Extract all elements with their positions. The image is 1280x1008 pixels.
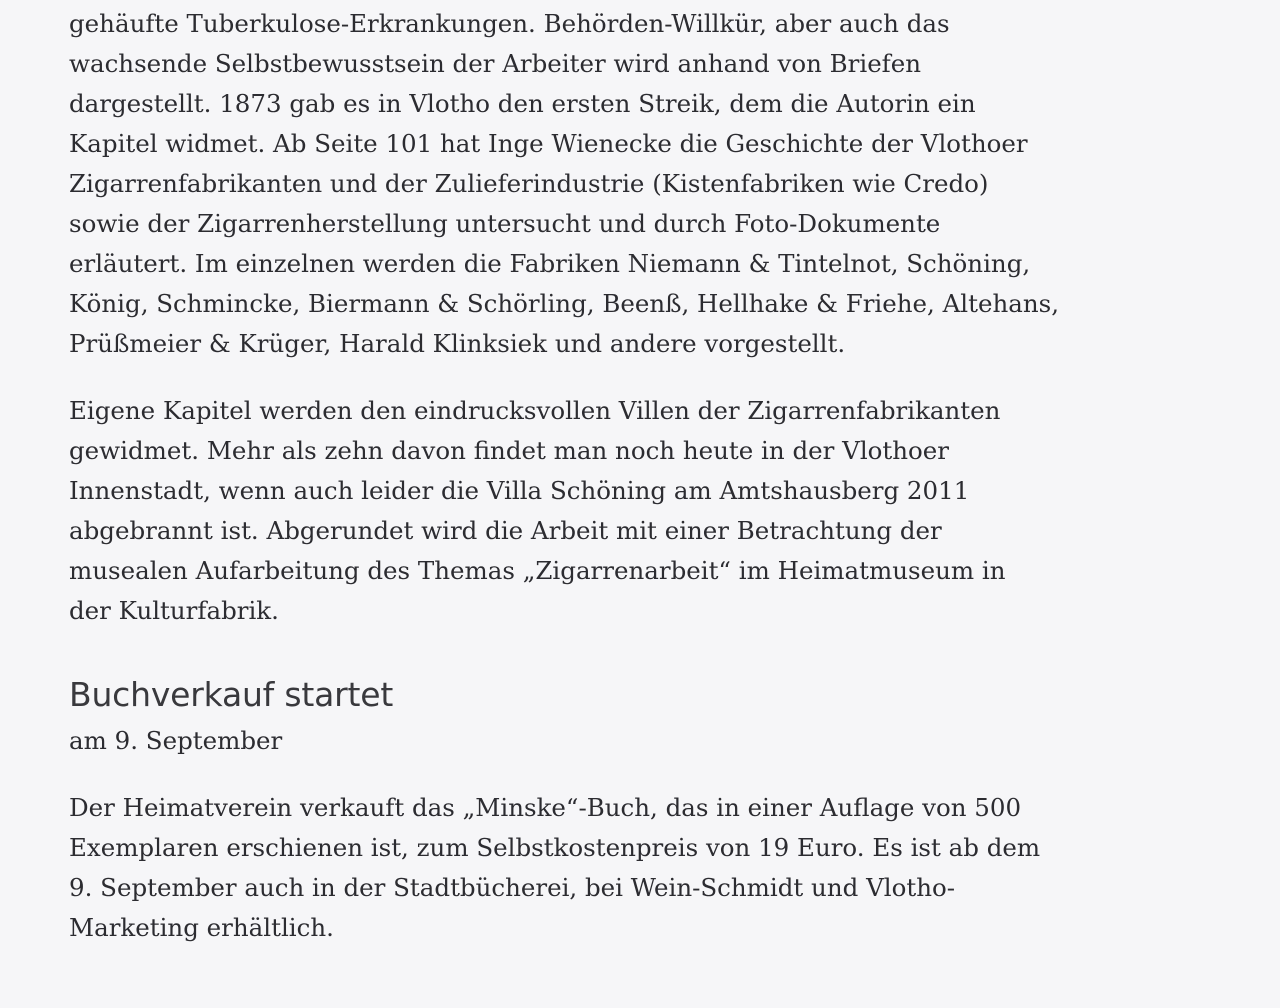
text-line: Zigarrenfabrikanten und der Zulieferindustrie (Kistenfabriken wie Credo) bbox=[69, 169, 989, 198]
text-line: Exemplaren erschienen ist, zum Selbstkostenpreis von 19 Euro. Es ist ab dem bbox=[69, 833, 1041, 862]
text-line: Marketing erhältlich. bbox=[69, 913, 334, 942]
text-line: König, Schmincke, Biermann & Schörling, Beenß, Hellhake & Friehe, Altehans, bbox=[69, 289, 1060, 318]
text-line: Der Heimatverein verkauft das „Minske“-Buch, das in einer Auflage von 500 bbox=[69, 793, 1022, 822]
text-line: Kapitel widmet. Ab Seite 101 hat Inge Wienecke die Geschichte der Vlothoer bbox=[69, 129, 1028, 158]
text-line: erläutert. Im einzelnen werden die Fabriken Niemann & Tintelnot, Schöning, bbox=[69, 249, 1031, 278]
text-line: musealen Aufarbeitung des Themas „Zigarrenarbeit“ im Heimatmuseum in bbox=[69, 556, 1006, 585]
article bbox=[69, 4, 1229, 948]
paragraph-villas bbox=[69, 391, 1229, 631]
text-line: gewidmet. Mehr als zehn davon findet man noch heute in der Vlothoer bbox=[69, 436, 949, 465]
section-heading: Buchverkauf startet bbox=[69, 675, 394, 714]
paragraph-factories bbox=[69, 4, 1229, 364]
text-line: Innenstadt, wenn auch leider die Villa Schöning am Amtshausberg 2011 bbox=[69, 476, 970, 505]
text-line: gehäufte Tuberkulose-Erkrankungen. Behörden-Willkür, aber auch das bbox=[69, 9, 950, 38]
text-line: 9. September auch in der Stadtbücherei, bei Wein-Schmidt und Vlotho- bbox=[69, 873, 956, 902]
text-line: sowie der Zigarrenherstellung untersucht und durch Foto-Dokumente bbox=[69, 209, 941, 238]
paragraph-sale bbox=[69, 788, 1229, 948]
text-line: Eigene Kapitel werden den eindrucksvollen Villen der Zigarrenfabrikanten bbox=[69, 396, 1001, 425]
section-subheading: am 9. September bbox=[69, 726, 283, 755]
text-line: der Kulturfabrik. bbox=[69, 596, 279, 625]
text-line: Prüßmeier & Krüger, Harald Klinksiek und andere vorgestellt. bbox=[69, 329, 846, 358]
text-line: wachsende Selbstbewusstsein der Arbeiter wird anhand von Briefen bbox=[69, 49, 922, 78]
text-line: dargestellt. 1873 gab es in Vlotho den ersten Streik, dem die Autorin ein bbox=[69, 89, 976, 118]
text-line: abgebrannt ist. Abgerundet wird die Arbeit mit einer Betrachtung der bbox=[69, 516, 942, 545]
